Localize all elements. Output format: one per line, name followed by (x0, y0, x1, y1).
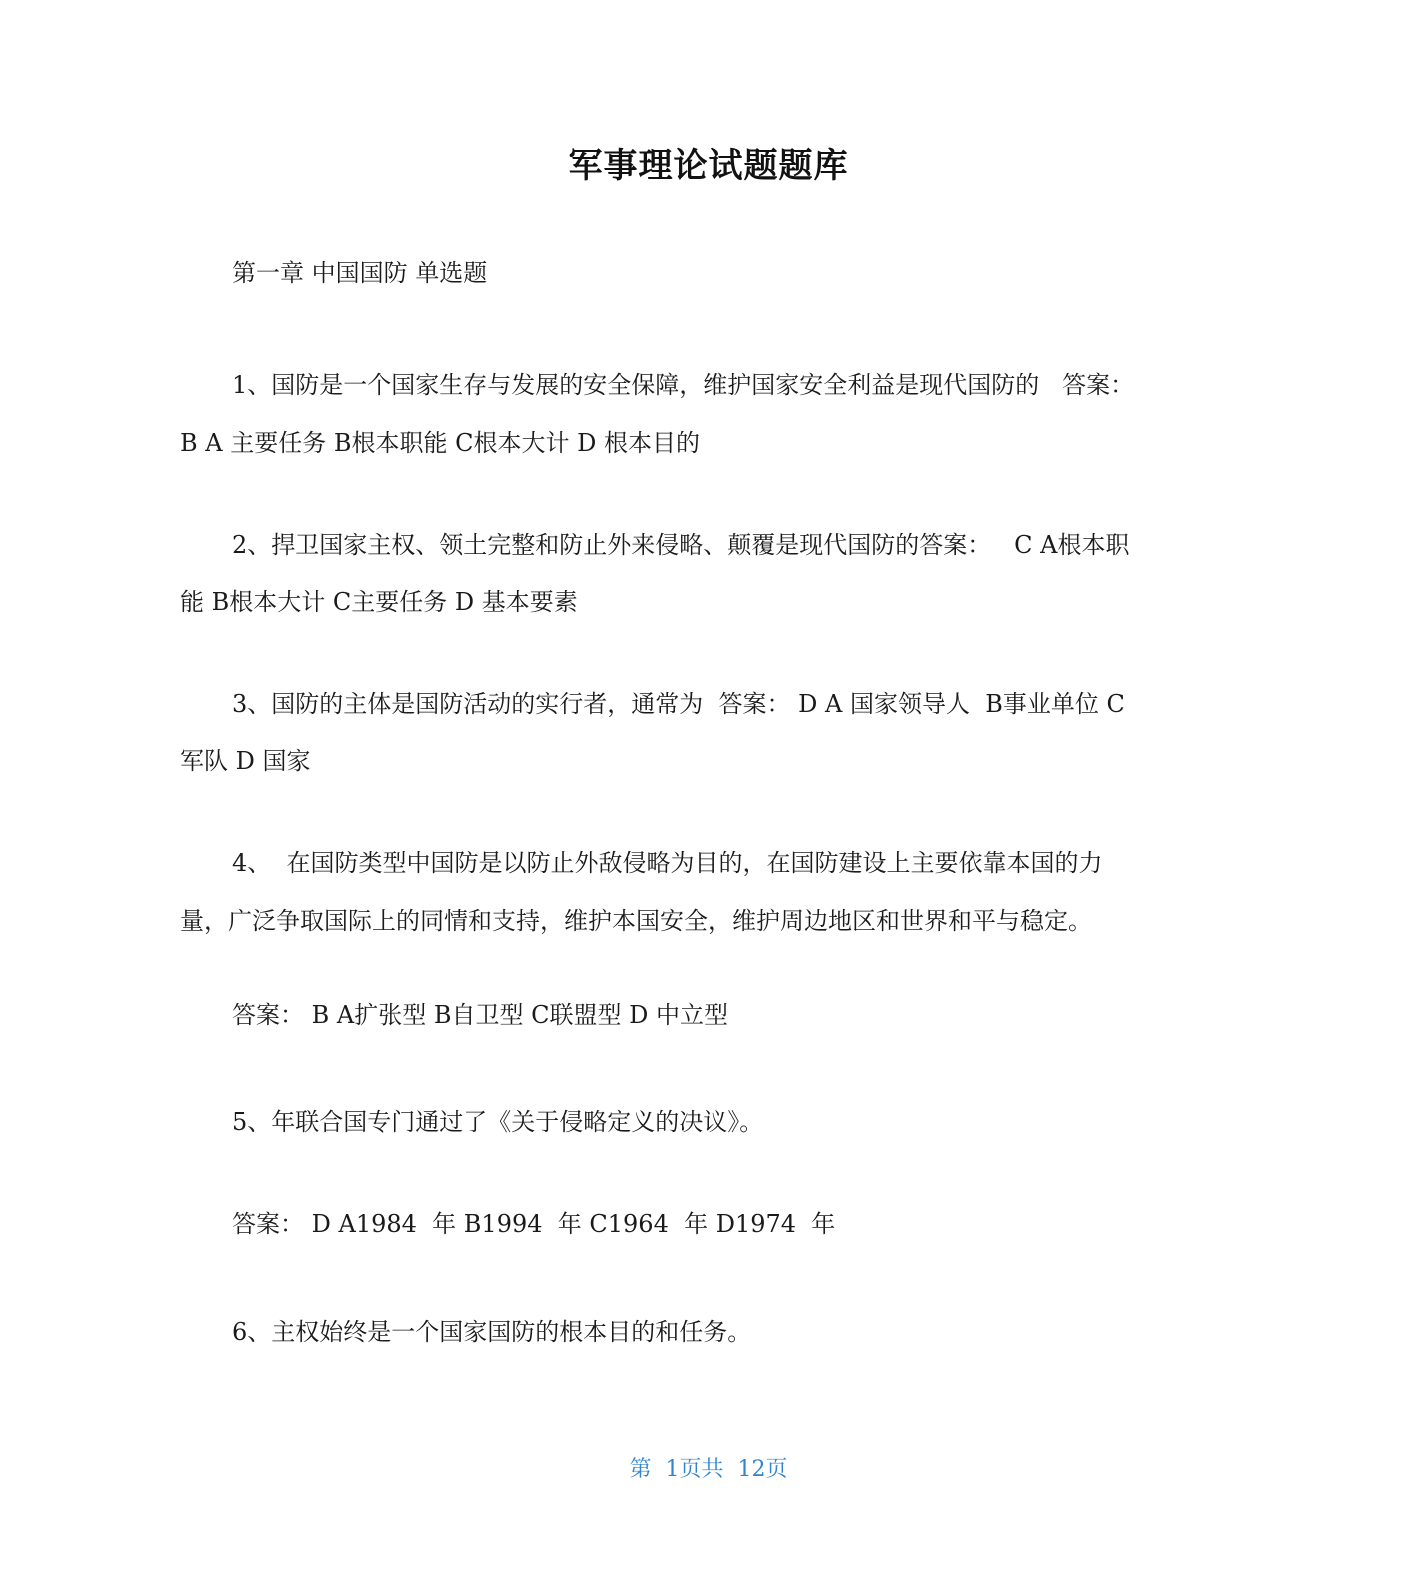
page-number-footer: 第 1页共 12页 (629, 1457, 788, 1482)
question-2-line-1: 2、捍卫国家主权、领土完整和防止外来侵略、颠覆是现代国防的答案： C A根本职 (232, 531, 1130, 559)
question-6-line-1: 6、主权始终是一个国家国防的根本目的和任务。 (232, 1318, 752, 1346)
question-4-answer: 答案： B A扩张型 B自卫型 C联盟型 D 中立型 (232, 1001, 728, 1029)
question-5-answer: 答案： D A1984 年 B1994 年 C1964 年 D1974 年 (232, 1210, 836, 1238)
question-1-line-2: B A 主要任务 B根本职能 C根本大计 D 根本目的 (180, 429, 700, 457)
question-3-line-1: 3、国防的主体是国防活动的实行者，通常为 答案： D A 国家领导人 B事业单位 C (232, 690, 1125, 718)
question-3-line-2: 军队 D 国家 (180, 747, 311, 775)
question-1-line-1: 1、国防是一个国家生存与发展的安全保障，维护国家安全利益是现代国防的 答案： (232, 371, 1135, 399)
section-heading: 第一章 中国国防 单选题 (232, 259, 488, 287)
question-5-line-1: 5、年联合国专门通过了《关于侵略定义的决议》。 (232, 1108, 764, 1136)
question-4-line-2: 量，广泛争取国际上的同情和支持，维护本国安全，维护周边地区和世界和平与稳定。 (180, 907, 1092, 935)
document-title: 军事理论试题题库 (568, 146, 849, 186)
question-2-line-2: 能 B根本大计 C主要任务 D 基本要素 (180, 588, 578, 616)
question-4-line-1: 4、 在国防类型中国防是以防止外敌侵略为目的，在国防建设上主要依靠本国的力 (232, 849, 1103, 877)
